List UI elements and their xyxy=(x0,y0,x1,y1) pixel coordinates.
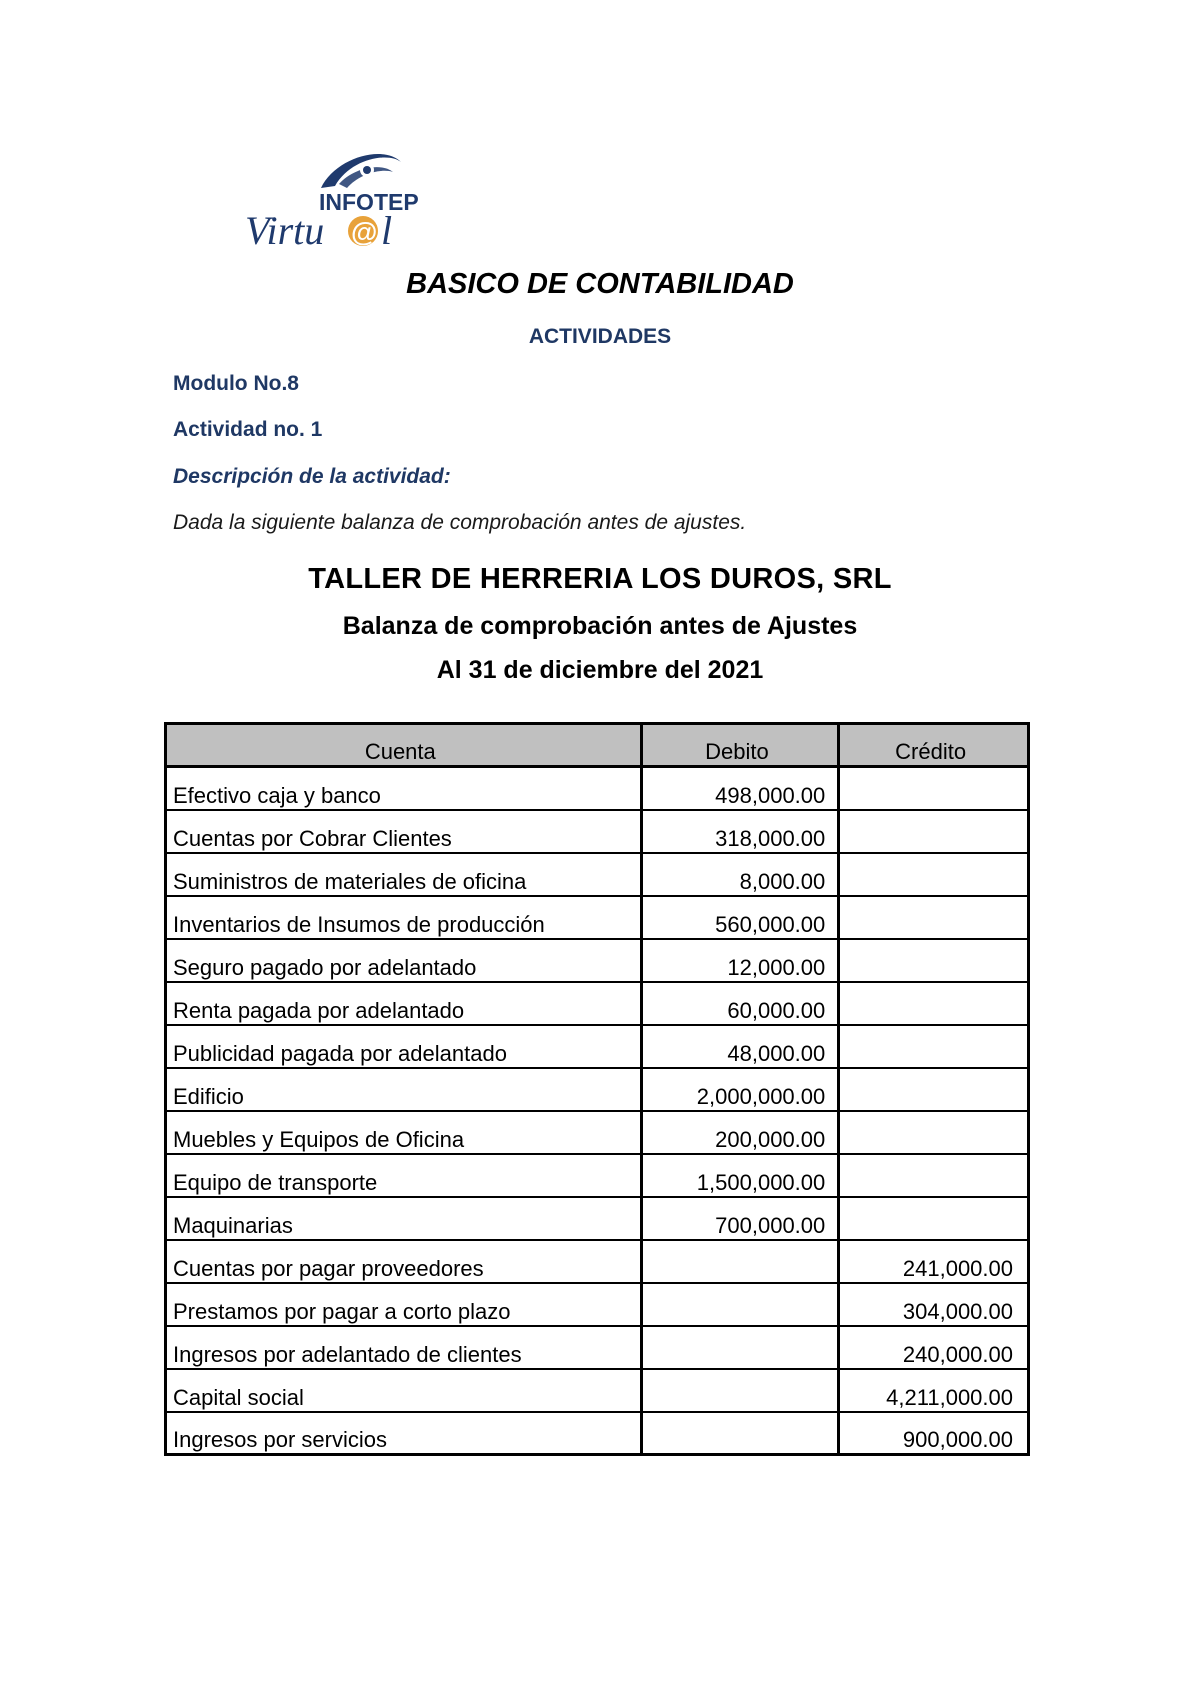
credit-cell xyxy=(839,1154,1029,1197)
logo-script-text: Virtu xyxy=(245,208,325,250)
debit-cell xyxy=(641,1326,839,1369)
table-row xyxy=(166,982,1029,1025)
credit-cell xyxy=(839,982,1029,1025)
header-debit: Debito xyxy=(641,724,839,767)
credit-cell xyxy=(839,1197,1029,1240)
table-row xyxy=(166,1068,1029,1111)
credit-cell xyxy=(839,1111,1029,1154)
table-row xyxy=(166,939,1029,982)
table-row xyxy=(166,1154,1029,1197)
table-row xyxy=(166,896,1029,939)
course-title: BASICO DE CONTABILIDAD xyxy=(406,268,794,300)
debit-cell xyxy=(641,1369,839,1412)
debit-cell xyxy=(641,1240,839,1283)
activities-heading: ACTIVIDADES xyxy=(528,325,672,348)
trial-balance-table xyxy=(164,722,1030,1456)
account-cell: Ingresos por servicios xyxy=(166,1412,642,1455)
table-row xyxy=(166,1111,1029,1154)
account-cell: Cuentas por Cobrar Clientes xyxy=(166,810,642,853)
debit-cell xyxy=(641,1412,839,1455)
header-account: Cuenta xyxy=(166,724,642,767)
account-cell: Muebles y Equipos de Oficina xyxy=(166,1111,642,1154)
table-row xyxy=(166,1025,1029,1068)
debit-cell: 12,000.00 xyxy=(641,939,839,982)
debit-cell: 8,000.00 xyxy=(641,853,839,896)
svg-text:l: l xyxy=(381,208,393,250)
header-credit: Crédito xyxy=(839,724,1029,767)
credit-cell xyxy=(839,939,1029,982)
report-title: Balanza de comprobación antes de Ajustes xyxy=(342,612,858,640)
table-row xyxy=(166,853,1029,896)
activity-number: Actividad no. 1 xyxy=(173,418,323,441)
svg-text:@: @ xyxy=(351,217,378,247)
credit-cell xyxy=(839,896,1029,939)
table-row xyxy=(166,1283,1029,1326)
credit-cell: 900,000.00 xyxy=(839,1412,1029,1455)
debit-cell: 560,000.00 xyxy=(641,896,839,939)
account-cell: Inventarios de Insumos de producción xyxy=(166,896,642,939)
debit-cell: 48,000.00 xyxy=(641,1025,839,1068)
logo-brand-text: INFOTEP xyxy=(319,189,419,215)
description-text: Dada la siguiente balanza de comprobación antes de ajustes. xyxy=(173,511,747,534)
table-row xyxy=(166,1412,1029,1455)
debit-cell: 700,000.00 xyxy=(641,1197,839,1240)
debit-cell: 60,000.00 xyxy=(641,982,839,1025)
credit-cell: 241,000.00 xyxy=(839,1240,1029,1283)
table-row xyxy=(166,810,1029,853)
table-row xyxy=(166,1326,1029,1369)
account-cell: Suministros de materiales de oficina xyxy=(166,853,642,896)
credit-cell: 240,000.00 xyxy=(839,1326,1029,1369)
credit-cell xyxy=(839,853,1029,896)
account-cell: Cuentas por pagar proveedores xyxy=(166,1240,642,1283)
account-cell: Maquinarias xyxy=(166,1197,642,1240)
debit-cell xyxy=(641,1283,839,1326)
debit-cell: 1,500,000.00 xyxy=(641,1154,839,1197)
credit-cell xyxy=(839,1025,1029,1068)
account-cell: Efectivo caja y banco xyxy=(166,767,642,810)
table-row xyxy=(166,1369,1029,1412)
account-cell: Ingresos por adelantado de clientes xyxy=(166,1326,642,1369)
credit-cell: 304,000.00 xyxy=(839,1283,1029,1326)
account-cell: Publicidad pagada por adelantado xyxy=(166,1025,642,1068)
module-number: Modulo No.8 xyxy=(173,372,299,395)
report-date: Al 31 de diciembre del 2021 xyxy=(436,656,764,684)
debit-cell: 318,000.00 xyxy=(641,810,839,853)
account-cell: Seguro pagado por adelantado xyxy=(166,939,642,982)
debit-cell: 498,000.00 xyxy=(641,767,839,810)
table-row xyxy=(166,1240,1029,1283)
credit-cell xyxy=(839,1068,1029,1111)
debit-cell: 200,000.00 xyxy=(641,1111,839,1154)
account-cell: Prestamos por pagar a corto plazo xyxy=(166,1283,642,1326)
account-cell: Capital social xyxy=(166,1369,642,1412)
credit-cell xyxy=(839,767,1029,810)
table-row xyxy=(166,1197,1029,1240)
table-header-row xyxy=(166,724,1029,767)
description-label: Descripción de la actividad: xyxy=(173,465,451,488)
account-cell: Edificio xyxy=(166,1068,642,1111)
account-cell: Equipo de transporte xyxy=(166,1154,642,1197)
table-row xyxy=(166,767,1029,810)
credit-cell: 4,211,000.00 xyxy=(839,1369,1029,1412)
company-name: TALLER DE HERRERIA LOS DUROS, SRL xyxy=(308,563,892,595)
credit-cell xyxy=(839,810,1029,853)
account-cell: Renta pagada por adelantado xyxy=(166,982,642,1025)
infotep-virtual-logo xyxy=(243,140,433,250)
debit-cell: 2,000,000.00 xyxy=(641,1068,839,1111)
